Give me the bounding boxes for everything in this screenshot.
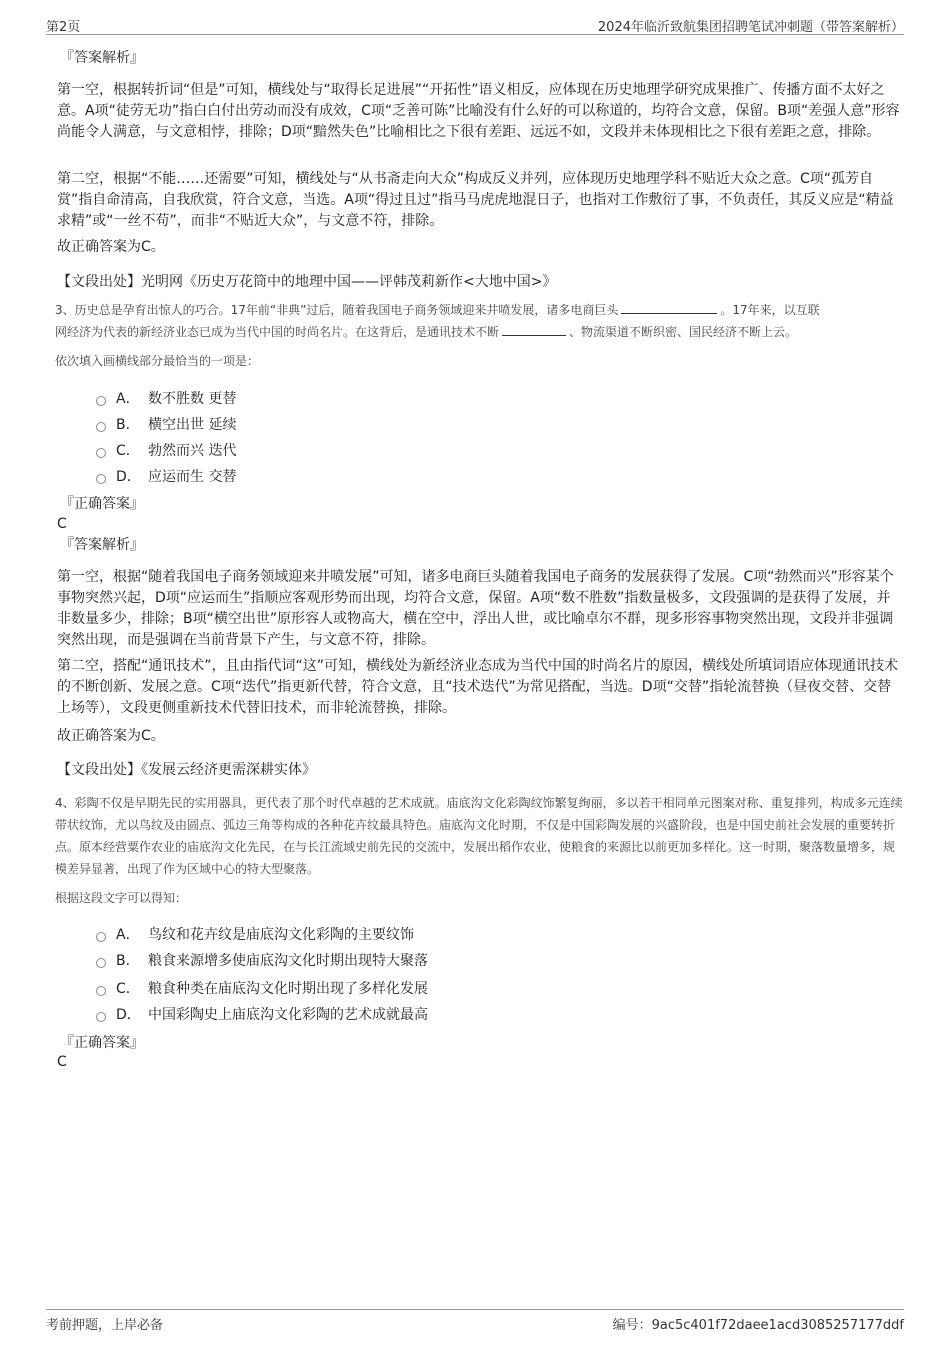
q4-option-b[interactable] [96, 951, 428, 971]
q3-answer: C [57, 516, 67, 532]
page-footer [46, 1309, 904, 1334]
q3-source: 【文段出处】《发展云经济更需深耕实体》 [57, 762, 316, 778]
document-id: 编号：9ac5c401f72daee1acd3085257177ddf [612, 1318, 904, 1333]
q2-source: 【文段出处】光明网《历史万花筒中的地理中国——评韩茂莉新作<大地中国>》 [57, 274, 557, 290]
page-number: 第2页 [46, 20, 81, 35]
radio-icon[interactable] [96, 958, 106, 968]
option-text: 横空出世 延续 [148, 417, 237, 433]
option-text: 粮食来源增多使庙底沟文化时期出现特大聚落 [148, 953, 428, 969]
footer-slogan: 考前押题，上岸必备 [46, 1318, 164, 1333]
q3-stem-line2: 网经济为代表的新经济业态已成为当代中国的时尚名片。在这背后，是通讯技术不断 [55, 325, 500, 339]
q2-analysis-para1: 第一空，根据转折词“但是”可知，横线处与“取得长足进展”“开拓性”语义相反，应体现在历史地理学研究成果推广、传播方面不太好之意。A项“徒劳无功”指白白付出劳动而没有成效，C项“乏善可陈”比喻没有什么好的可以称道的，均符合文意，保留。B项“差强人意”形容尚能令人满意，与文意相悖，排除；D项“黯然失色”比喻相比之下很有差距、远远不如，文段并未体现相比之下很有差距之意，排除。 [57, 82, 900, 140]
q3-option-a[interactable] [96, 389, 236, 409]
page-header [46, 14, 904, 35]
q4-stem: 4、彩陶不仅是早期先民的实用器具，更代表了那个时代卓越的艺术成就。庙底沟文化彩陶纹饰繁复绚丽，多以若干相同单元图案对称、重复排列，构成多元连续带状纹饰，尤以鸟纹及由圆点、弧边三角等构成的各种花卉纹最具特色。庙底沟文化时期，不仅是中国彩陶发展的兴盛阶段，也是中国史前社会发展的重要转折点。原本经营粟作农业的庙底沟文化先民，在与长江流域史前先民的交流中，发展出稻作农业，使粮食的来源比以前更加多样化。这一时期，聚落数量增多，规模差异显著，出现了作为区域中心的特大型聚落。 [55, 796, 903, 876]
q3-analysis-para1: 第一空，根据“随着我国电子商务领域迎来井喷发展”可知，诸多电商巨头随着我国电子商务的发展获得了发展。C项“勃然而兴”形容某个事物突然兴起，D项“应运而生”指顺应客观形势而出现，均符合文意，保留。A项“数不胜数”指数量极多，文段强调的是获得了发展，并非数量多少，排除；B项“横空出世”原形容人或物高大，横在空中，浮出人世，或比喻卓尔不群，现多形容事物突然出现，文段并非强调突然出现，而是强调在当前背景下产生，与文意不符，排除。 [57, 569, 894, 648]
option-letter: A． [116, 927, 140, 943]
option-text: 中国彩陶史上庙底沟文化彩陶的艺术成就最高 [148, 1007, 428, 1023]
option-text: 鸟纹和花卉纹是庙底沟文化彩陶的主要纹饰 [148, 927, 414, 943]
option-text: 勃然而兴 迭代 [148, 443, 237, 459]
option-letter: C． [116, 981, 140, 997]
option-letter: D． [116, 1007, 141, 1023]
option-text: 粮食种类在庙底沟文化时期出现了多样化发展 [148, 981, 428, 997]
radio-icon[interactable] [96, 1012, 106, 1022]
document-title: 2024年临沂致航集团招聘笔试冲刺题（带答案解析） [597, 20, 904, 35]
q3-blank-2 [502, 323, 566, 336]
q2-conclusion: 故正确答案为C。 [57, 239, 165, 255]
q3-blank-1 [621, 301, 717, 314]
radio-icon[interactable] [96, 986, 106, 996]
option-text: 应运而生 交替 [148, 469, 237, 485]
q4-answer-label: 『正确答案』 [60, 1035, 144, 1051]
q4-answer: C [57, 1054, 67, 1070]
q3-conclusion: 故正确答案为C。 [57, 728, 165, 744]
q4-option-c[interactable] [96, 979, 428, 999]
q4-option-d[interactable] [96, 1005, 428, 1025]
radio-icon[interactable] [96, 932, 106, 942]
q3-option-d[interactable] [96, 467, 236, 487]
q3-answer-label: 『正确答案』 [60, 496, 144, 512]
radio-icon[interactable] [96, 474, 106, 484]
q3-stem-line2-tail: 、物流渠道不断织密、国民经济不断上云。 [569, 325, 798, 339]
q3-analysis-label: 『答案解析』 [60, 537, 144, 553]
radio-icon[interactable] [96, 422, 106, 432]
radio-icon[interactable] [96, 396, 106, 406]
option-letter: D． [116, 469, 141, 485]
q3-option-c[interactable] [96, 441, 236, 461]
option-text: 数不胜数 更替 [148, 391, 237, 407]
q4-prompt: 根据这段文字可以得知： [55, 891, 188, 905]
q2-analysis-label: 『答案解析』 [60, 50, 144, 66]
q3-stem-line1: 3、历史总是孕育出惊人的巧合。17年前“非典”过后，随着我国电子商务领域迎来井喷发展，诸多电商巨头 [55, 303, 619, 317]
q3-analysis-para2: 第二空，搭配“通讯技术”，且由指代词“这”可知，横线处为新经济业态成为当代中国的时尚名片的原因，横线处所填词语应体现通讯技术的不断创新、发展之意。C项“迭代”指更新代替，符合文意，且“技术迭代”为常见搭配，当选。D项“交替”指轮流替换（昼夜交替、交替上场等），文段更侧重新技术代替旧技术，而非轮流替换，排除。 [57, 658, 899, 716]
q2-analysis-para2: 第二空，根据“不能……还需要”可知，横线处与“从书斋走向大众”构成反义并列，应体现历史地理学科不贴近大众之意。C项“孤芳自赏”指自命清高，自我欣赏，符合文意，当选。A项“得过且过”指马马虎虎地混日子，也指对工作敷衍了事，不负责任，其反义应是“精益求精”或“一丝不苟”，而非“不贴近大众”，与文意不符，排除。 [57, 171, 894, 229]
option-letter: B． [116, 953, 140, 969]
q3-prompt: 依次填入画横线部分最恰当的一项是： [55, 354, 260, 368]
q4-option-a[interactable] [96, 925, 414, 945]
radio-icon[interactable] [96, 448, 106, 458]
q3-option-b[interactable] [96, 415, 236, 435]
q3-stem-line1-tail: 。17年来，以互联 [720, 303, 820, 317]
option-letter: B． [116, 417, 140, 433]
option-letter: C． [116, 443, 140, 459]
q3-stem [55, 299, 904, 343]
option-letter: A． [116, 391, 140, 407]
